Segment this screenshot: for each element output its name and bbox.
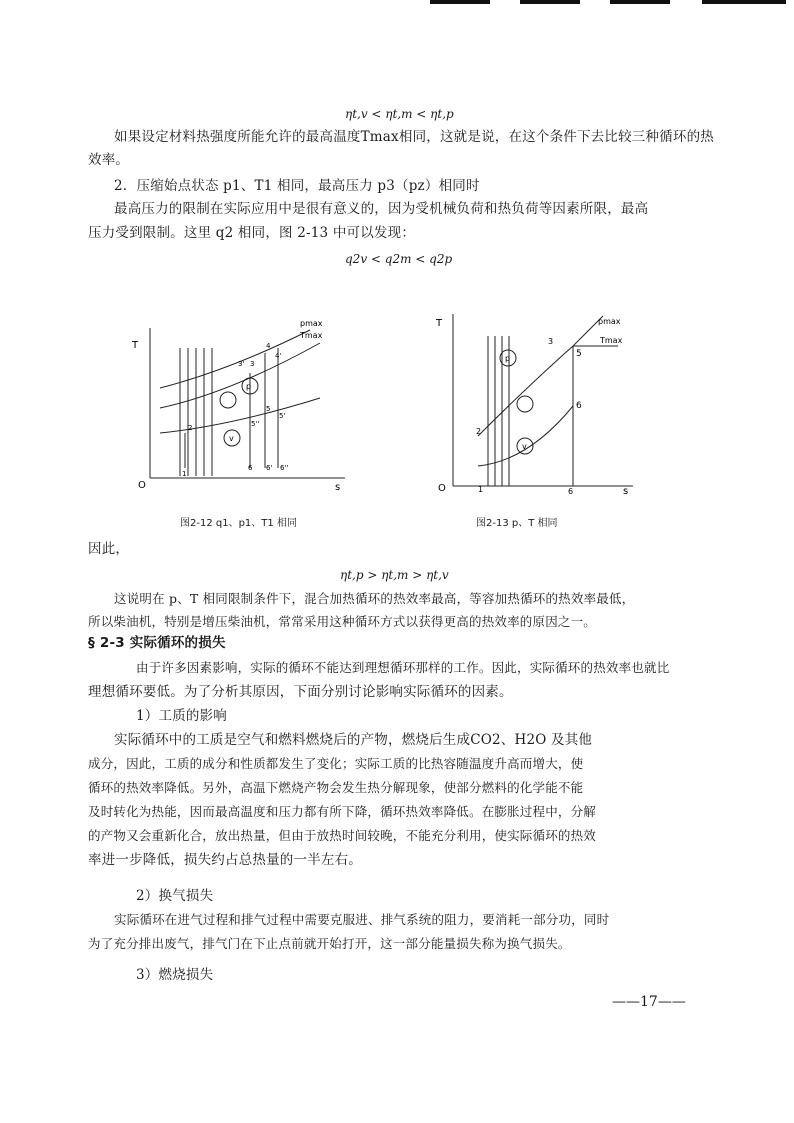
fig12-axis-x: s [335,482,341,493]
fig13-label-v: v [522,442,527,451]
paragraph-3-line-2: 压力受到限制。这里 q2 相同，图 2-13 中可以发现： [88,225,416,241]
paragraph-5-line-2: 所以柴油机，特别是增压柴油机，常常采用这种循环方式以获得更高的热效率的原因之一。 [88,614,597,629]
fig12-point-2: 3 [250,360,255,368]
equation-1: ηt,v < ηt,m < ηt,p [345,107,454,121]
header-rule-2 [520,0,580,4]
fig12-point-9: 6'' [280,464,289,472]
fig13-point-5: 6 [576,401,582,411]
paragraph-3-line-1: 最高压力的限制在实际应用中是很有意义的，因为受机械负荷和热负荷等因素所限，最高 [114,201,649,217]
fig13-axis-x: s [623,486,629,496]
figure-2-13 [428,306,638,496]
figure-2-12-caption: 图2-12 q1、p1、T1 相同 [180,518,297,529]
item-1-line-3: 循环的热效率降低。另外，高温下燃烧产物会发生热分解现象，使部分燃料的化学能不能 [88,780,584,795]
fig13-point-extra-1: 2 [476,427,482,436]
item-2-line-2: 为了充分排出废气，排气门在下止点前就开始打开，这一部分能量损失称为换气损失。 [88,936,571,951]
paragraph-4: 因此， [88,541,130,557]
page-number-value: 17 [640,994,658,1010]
item-1-line-4: 及时转化为热能，因而最高温度和压力都有所下降，循环热效率降低。在膨胀过程中，分解 [88,804,597,819]
fig12-point-5: 5' [279,412,286,420]
equation-2: q2v < q2m < q2p [345,252,453,266]
item-2-line-1: 实际循环在进气过程和排气过程中需要克服进、排气系统的阻力，要消耗一部分功，同时 [114,912,610,927]
fig13-label-pmax: pmax [598,317,621,326]
fig13-label-p: p [505,354,511,363]
header-rule-4 [702,0,786,4]
page-number [612,994,686,1010]
paragraph-5-line-1: 这说明在 p、T 相同限制条件下，混合加热循环的热效率最高，等容加热循环的热效率最低， [114,591,635,606]
fig12-point-7: 6 [248,464,253,472]
fig12-point-8: 6' [266,464,273,472]
paragraph-2: 2．压缩始点状态 p1、T1 相同，最高压力 p3（pz）相同时 [114,178,480,194]
item-1-line-6: 率进一步降低，损失约占总热量的一半左右。 [88,852,362,868]
fig12-point-11: 4' [275,352,282,360]
item-1-title: 1）工质的影响 [136,708,227,724]
page-number-dash-left: —— [612,994,640,1010]
section-heading: § 2-3 实际循环的损失 [88,635,226,651]
header-rule-1 [430,0,490,4]
fig13-label-tmax: Tmax [600,336,623,345]
item-1-line-1: 实际循环中的工质是空气和燃料燃烧后的产物，燃烧后生成CO2、H2O 及其他 [114,732,593,748]
fig13-point-extra-0: 1 [478,485,484,494]
fig12-point-0: 1 [182,470,187,478]
item-2-title: 2）换气损失 [136,888,214,904]
fig13-origin: O [438,483,446,494]
figure-2-12 [120,318,350,498]
fig12-label-p: p [246,382,252,391]
fig12-label-pmax: pmax [300,319,323,328]
fig12-axis-y: T [132,340,139,351]
fig12-point-10: 3' [238,360,245,368]
paragraph-1-line-2: 效率。 [88,152,130,168]
fig13-point-extra-2: 3 [548,337,554,346]
fig13-axis-y: T [436,318,443,329]
fig12-origin: O [138,480,146,491]
equation-3: ηt,p > ηt,m > ηt,v [340,568,449,582]
page-number-dash-right: —— [657,994,686,1010]
item-1-line-5: 的产物又会重新化合，放出热量，但由于放热时间较晚，不能充分利用，使实际循环的热效 [88,828,597,843]
fig12-point-1: 2 [188,424,193,432]
fig13-point-6: 6 [568,487,574,496]
figure-2-13-caption: 图2-13 p、T 相同 [476,518,558,529]
paragraph-1-line-1: 如果设定材料热强度所能允许的最高温度Tmax相同，这就是说，在这个条件下去比较三种循环的热 [114,129,714,145]
item-3-title: 3）燃烧损失 [136,967,214,983]
fig12-point-3: 4 [266,342,271,350]
section-intro-line-2: 理想循环要低。为了分析其原因，下面分别讨论影响实际循环的因素。 [88,684,513,700]
header-rule-3 [610,0,670,4]
fig12-point-6: 5'' [251,420,260,428]
section-intro-line-1: 由于许多因素影响，实际的循环不能达到理想循环那样的工作。因此，实际循环的热效率也就比 [136,660,670,675]
fig12-point-4: 5 [266,405,271,413]
item-1-line-2: 成分，因此，工质的成分和性质都发生了变化；实际工质的比热容随温度升高而增大，使 [88,756,584,771]
fig12-label-v: v [229,434,234,443]
fig13-point-4: 5 [576,349,582,359]
fig12-label-tmax: Tmax [300,331,323,340]
